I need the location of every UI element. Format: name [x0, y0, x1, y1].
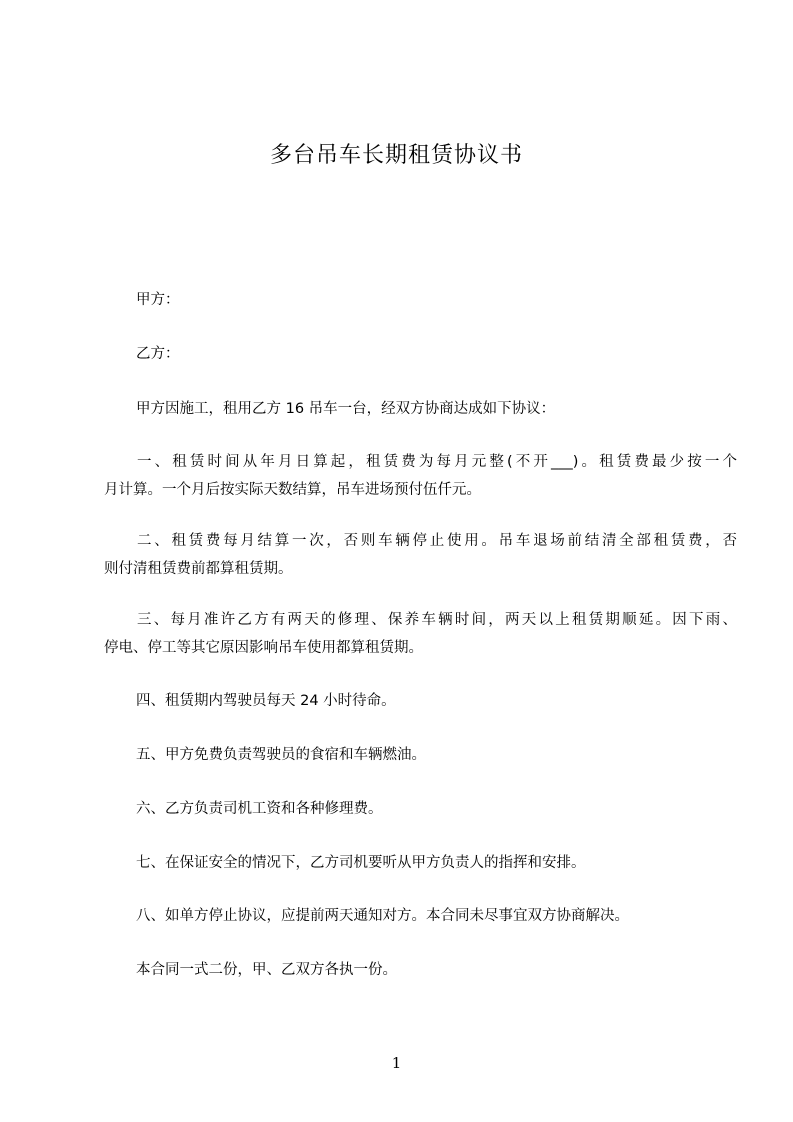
intro-paragraph: 甲方因施工，租用乙方 16 吊车一台，经双方协商达成如下协议：: [136, 401, 556, 417]
clause-2-line-2: 则付清租赁费前都算租赁期。: [104, 561, 293, 577]
clause-7: 七、在保证安全的情况下，乙方司机要听从甲方负责人的指挥和安排。: [136, 855, 586, 871]
clause-8: 八、如单方停止协议，应提前两天通知对方。本合同未尽事宜双方协商解决。: [136, 908, 629, 924]
clause-1-line-1: 一、租赁时间从年月日算起，租赁费为每月元整(不开___)。租赁费最少按一个: [137, 454, 737, 470]
page-number: 1: [391, 1054, 402, 1072]
clause-3-line-1: 三、每月准许乙方有两天的修理、保养车辆时间，两天以上租赁期顺延。因下雨、: [137, 612, 737, 628]
clause-2-line-1: 二、租赁费每月结算一次，否则车辆停止使用。吊车退场前结清全部租赁费，否: [137, 533, 737, 549]
clause-1-line-2: 月计算。一个月后按实际天数结算，吊车进场预付伍仟元。: [104, 482, 481, 498]
clause-5: 五、甲方免费负责驾驶员的食宿和车辆燃油。: [136, 747, 426, 763]
document-title: 多台吊车长期租赁协议书: [269, 143, 523, 168]
clause-3-line-2: 停电、停工等其它原因影响吊车使用都算租赁期。: [104, 640, 423, 656]
clause-6: 六、乙方负责司机工资和各种修理费。: [136, 801, 383, 817]
clause-4: 四、租赁期内驾驶员每天 24 小时待命。: [136, 693, 396, 709]
closing-statement: 本合同一式二份，甲、乙双方各执一份。: [136, 962, 397, 978]
party-a-label: 甲方：: [136, 292, 180, 308]
party-b-label: 乙方：: [136, 346, 180, 362]
